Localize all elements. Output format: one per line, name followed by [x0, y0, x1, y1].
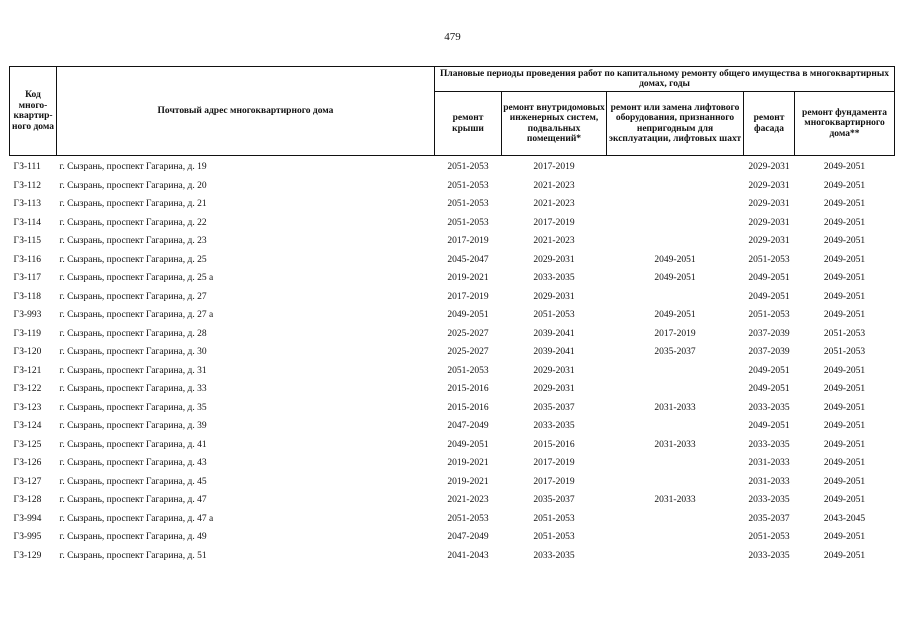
table-row: [10, 399, 895, 418]
table-row: [10, 306, 895, 325]
cell-roof: 2051-2053: [447, 199, 489, 210]
cell-systems: 2017-2019: [533, 458, 575, 469]
cell-elevator: [607, 454, 744, 473]
cell-systems: 2051-2053: [533, 310, 575, 321]
cell-address: г. Сызрань, проспект Гагарина, д. 41: [59, 439, 207, 450]
cell-code: ГЗ-119: [13, 328, 42, 339]
table-row: [10, 473, 895, 492]
cell-elevator: 2031-2033: [654, 439, 696, 450]
cell-code: ГЗ-123: [13, 402, 42, 413]
cell-facade: 2029-2031: [748, 199, 790, 210]
cell-elevator: [607, 510, 744, 529]
cell-code: ГЗ-117: [13, 273, 42, 284]
cell-systems: 2029-2031: [533, 291, 575, 302]
cell-roof: 2051-2053: [447, 365, 489, 376]
cell-address: г. Сызрань, проспект Гагарина, д. 27: [59, 291, 207, 302]
cell-facade: 2029-2031: [748, 217, 790, 228]
cell-elevator: [607, 156, 744, 177]
cell-facade: 2033-2035: [748, 439, 790, 450]
cell-address: г. Сызрань, проспект Гагарина, д. 33: [59, 384, 207, 395]
cell-foundation: 2049-2051: [823, 421, 866, 432]
cell-elevator: 2049-2051: [654, 254, 696, 265]
cell-elevator: 2049-2051: [654, 273, 696, 284]
table-row: [10, 362, 895, 381]
cell-roof: 2041-2043: [447, 550, 489, 561]
cell-elevator: [607, 177, 744, 196]
cell-elevator: [607, 362, 744, 381]
cell-elevator: 2049-2051: [654, 310, 696, 321]
cell-code: ГЗ-125: [13, 439, 42, 450]
cell-code: ГЗ-122: [13, 384, 42, 395]
cell-elevator: [607, 417, 744, 436]
cell-systems: 2051-2053: [533, 532, 575, 543]
header-code: Код много-квартир-ного дома: [10, 67, 57, 156]
table-row: [10, 288, 895, 307]
cell-address: г. Сызрань, проспект Гагарина, д. 25: [59, 254, 207, 265]
cell-address: г. Сызрань, проспект Гагарина, д. 39: [59, 421, 207, 432]
cell-facade: 2033-2035: [748, 495, 790, 506]
table-row: [10, 195, 895, 214]
cell-elevator: [607, 195, 744, 214]
table-row: [10, 547, 895, 566]
table-row: [10, 325, 895, 344]
table-row: [10, 528, 895, 547]
cell-systems: 2033-2035: [533, 273, 575, 284]
cell-code: ГЗ-995: [13, 532, 42, 543]
cell-systems: 2017-2019: [533, 162, 575, 173]
cell-facade: 2051-2053: [748, 254, 790, 265]
cell-foundation: 2043-2045: [823, 513, 866, 524]
cell-facade: 2031-2033: [748, 476, 790, 487]
capital-repair-table: [9, 66, 895, 565]
cell-elevator: 2031-2033: [654, 402, 696, 413]
cell-systems: 2035-2037: [533, 495, 575, 506]
cell-systems: 2029-2031: [533, 365, 575, 376]
cell-elevator: [607, 288, 744, 307]
cell-code: ГЗ-113: [13, 199, 42, 210]
cell-roof: 2047-2049: [447, 532, 489, 543]
cell-foundation: 2051-2053: [823, 328, 866, 339]
cell-systems: 2017-2019: [533, 476, 575, 487]
cell-foundation: 2049-2051: [823, 273, 866, 284]
table-row: [10, 156, 895, 177]
cell-systems: 2029-2031: [533, 254, 575, 265]
cell-foundation: 2049-2051: [823, 254, 866, 265]
cell-systems: 2021-2023: [533, 199, 575, 210]
header-foundation: ремонт фундамента многоквартирного дома**: [795, 92, 895, 156]
cell-address: г. Сызрань, проспект Гагарина, д. 31: [59, 365, 207, 376]
cell-foundation: 2049-2051: [823, 458, 866, 469]
cell-code: ГЗ-124: [13, 421, 42, 432]
header-address: Почтовый адрес многоквартирного дома: [57, 67, 435, 156]
cell-systems: 2051-2053: [533, 513, 575, 524]
table-row: [10, 177, 895, 196]
cell-facade: 2049-2051: [748, 384, 790, 395]
cell-systems: 2021-2023: [533, 180, 575, 191]
cell-elevator: [607, 473, 744, 492]
cell-address: г. Сызрань, проспект Гагарина, д. 25 а: [59, 273, 214, 284]
cell-address: г. Сызрань, проспект Гагарина, д. 19: [59, 162, 207, 173]
cell-address: г. Сызрань, проспект Гагарина, д. 47: [59, 495, 207, 506]
cell-roof: 2021-2023: [447, 495, 489, 506]
cell-foundation: 2049-2051: [823, 384, 866, 395]
header-roof: ремонт крыши: [435, 92, 502, 156]
table-row: [10, 510, 895, 529]
cell-roof: 2025-2027: [447, 328, 489, 339]
cell-roof: 2017-2019: [447, 291, 489, 302]
cell-facade: 2049-2051: [748, 365, 790, 376]
header-periods: Плановые периоды проведения работ по капитальному ремонту общего имущества в многоквартирных домах, годы: [435, 67, 895, 92]
cell-roof: 2015-2016: [447, 402, 489, 413]
cell-roof: 2051-2053: [447, 162, 489, 173]
cell-address: г. Сызрань, проспект Гагарина, д. 47 а: [59, 513, 214, 524]
cell-facade: 2033-2035: [748, 550, 790, 561]
cell-facade: 2035-2037: [748, 513, 790, 524]
cell-code: ГЗ-115: [13, 236, 42, 247]
cell-code: ГЗ-118: [13, 291, 42, 302]
cell-systems: 2015-2016: [533, 439, 575, 450]
cell-facade: 2029-2031: [748, 236, 790, 247]
cell-facade: 2033-2035: [748, 402, 790, 413]
cell-facade: 2049-2051: [748, 421, 790, 432]
cell-code: ГЗ-994: [13, 513, 42, 524]
cell-elevator: 2017-2019: [654, 328, 696, 339]
cell-code: ГЗ-993: [13, 310, 42, 321]
cell-facade: 2049-2051: [748, 291, 790, 302]
cell-foundation: 2049-2051: [823, 291, 866, 302]
cell-foundation: 2049-2051: [823, 180, 866, 191]
table-row: [10, 214, 895, 233]
cell-facade: 2037-2039: [748, 328, 790, 339]
cell-foundation: 2049-2051: [823, 236, 866, 247]
cell-systems: 2029-2031: [533, 384, 575, 395]
cell-foundation: 2049-2051: [823, 495, 866, 506]
cell-code: ГЗ-128: [13, 495, 42, 506]
table-row: [10, 269, 895, 288]
cell-address: г. Сызрань, проспект Гагарина, д. 27 а: [59, 310, 214, 321]
cell-address: г. Сызрань, проспект Гагарина, д. 35: [59, 402, 207, 413]
cell-roof: 2019-2021: [447, 273, 489, 284]
cell-roof: 2049-2051: [447, 439, 489, 450]
cell-roof: 2015-2016: [447, 384, 489, 395]
cell-foundation: 2049-2051: [823, 365, 866, 376]
cell-code: ГЗ-114: [13, 217, 42, 228]
cell-facade: 2049-2051: [748, 273, 790, 284]
cell-systems: 2021-2023: [533, 236, 575, 247]
cell-roof: 2017-2019: [447, 236, 489, 247]
cell-code: ГЗ-129: [13, 550, 42, 561]
cell-elevator: [607, 232, 744, 251]
table-row: [10, 232, 895, 251]
cell-address: г. Сызрань, проспект Гагарина, д. 43: [59, 458, 207, 469]
cell-address: г. Сызрань, проспект Гагарина, д. 23: [59, 236, 207, 247]
cell-facade: 2051-2053: [748, 310, 790, 321]
cell-roof: 2047-2049: [447, 421, 489, 432]
cell-systems: 2039-2041: [533, 347, 575, 358]
cell-elevator: 2035-2037: [654, 347, 696, 358]
cell-systems: 2017-2019: [533, 217, 575, 228]
table-body: [10, 156, 895, 566]
cell-systems: 2033-2035: [533, 550, 575, 561]
cell-foundation: 2049-2051: [823, 402, 866, 413]
cell-foundation: 2049-2051: [823, 476, 866, 487]
cell-elevator: 2031-2033: [654, 495, 696, 506]
table-row: [10, 343, 895, 362]
cell-address: г. Сызрань, проспект Гагарина, д. 20: [59, 180, 207, 191]
header-elevator: ремонт или замена лифтового оборудования, признанного непригодным для эксплуатации, лифтовых шахт: [607, 92, 744, 156]
cell-code: ГЗ-126: [13, 458, 42, 469]
cell-foundation: 2049-2051: [823, 532, 866, 543]
cell-systems: 2039-2041: [533, 328, 575, 339]
cell-foundation: 2049-2051: [823, 550, 866, 561]
table-row: [10, 436, 895, 455]
header-systems: ремонт внутридомовых инженерных систем, подвальных помещений*: [502, 92, 607, 156]
cell-roof: 2051-2053: [447, 180, 489, 191]
cell-foundation: 2049-2051: [823, 162, 866, 173]
cell-facade: 2029-2031: [748, 162, 790, 173]
cell-code: ГЗ-112: [13, 180, 42, 191]
page-number: 479: [444, 31, 461, 43]
cell-facade: 2029-2031: [748, 180, 790, 191]
cell-systems: 2035-2037: [533, 402, 575, 413]
cell-elevator: [607, 214, 744, 233]
table-row: [10, 417, 895, 436]
cell-code: ГЗ-120: [13, 347, 42, 358]
cell-address: г. Сызрань, проспект Гагарина, д. 22: [59, 217, 207, 228]
header-facade: ремонт фасада: [744, 92, 795, 156]
cell-roof: 2051-2053: [447, 217, 489, 228]
cell-systems: 2033-2035: [533, 421, 575, 432]
table-row: [10, 251, 895, 270]
cell-roof: 2025-2027: [447, 347, 489, 358]
cell-roof: 2051-2053: [447, 513, 489, 524]
cell-code: ГЗ-116: [13, 254, 42, 265]
cell-facade: 2037-2039: [748, 347, 790, 358]
cell-facade: 2051-2053: [748, 532, 790, 543]
cell-foundation: 2049-2051: [823, 310, 866, 321]
cell-address: г. Сызрань, проспект Гагарина, д. 28: [59, 328, 207, 339]
cell-elevator: [607, 528, 744, 547]
cell-address: г. Сызрань, проспект Гагарина, д. 30: [59, 347, 207, 358]
cell-roof: 2019-2021: [447, 458, 489, 469]
cell-address: г. Сызрань, проспект Гагарина, д. 51: [59, 550, 207, 561]
cell-address: г. Сызрань, проспект Гагарина, д. 45: [59, 476, 207, 487]
cell-foundation: 2049-2051: [823, 217, 866, 228]
cell-roof: 2045-2047: [447, 254, 489, 265]
table-row: [10, 454, 895, 473]
cell-address: г. Сызрань, проспект Гагарина, д. 49: [59, 532, 207, 543]
table-row: [10, 491, 895, 510]
cell-facade: 2031-2033: [748, 458, 790, 469]
cell-roof: 2049-2051: [447, 310, 489, 321]
cell-foundation: 2049-2051: [823, 439, 866, 450]
cell-roof: 2019-2021: [447, 476, 489, 487]
cell-address: г. Сызрань, проспект Гагарина, д. 21: [59, 199, 207, 210]
cell-code: ГЗ-127: [13, 476, 42, 487]
cell-elevator: [607, 380, 744, 399]
cell-code: ГЗ-121: [13, 365, 42, 376]
cell-foundation: 2051-2053: [823, 347, 866, 358]
cell-foundation: 2049-2051: [823, 199, 866, 210]
cell-elevator: [607, 547, 744, 566]
cell-code: ГЗ-111: [13, 162, 41, 173]
table-row: [10, 380, 895, 399]
